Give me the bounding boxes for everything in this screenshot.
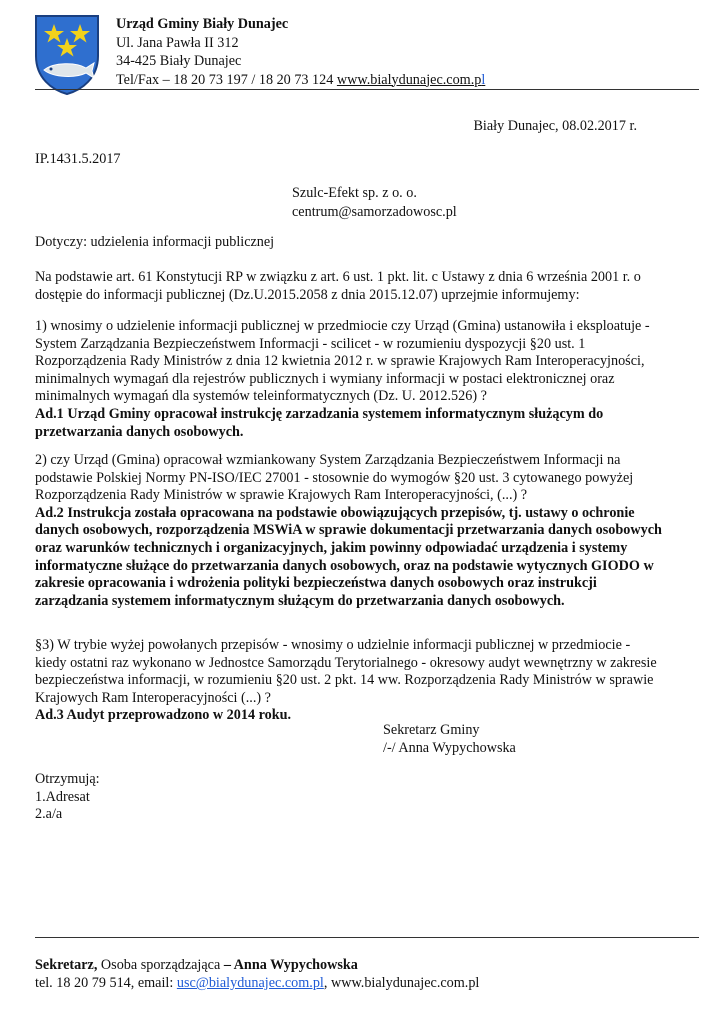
letter-date: Biały Dunajec, 08.02.2017 r.: [473, 118, 637, 134]
question-1: 1) wnosimy o udzielenie informacji publicznej w przedmiocie czy Urząd (Gmina) ustanowiła i eksploatuje - System Zarządzania Bezpieczeństwem Informacji - scilicet - w rozumieniu dyspozycji §20 ust. 1 Rozporządzenia Rady Ministrów z dnia 12 kwietnia 2012 r. w sprawie Krajowych Ram Interoperacyjności, minimalnych wymagań dla rejestrów publicznych i wymiany informacji w postaci elektronicznej oraz minimalnych wymagań dla systemów teleinformatycznych (Dz. U. 2012.526) ?: [35, 318, 650, 405]
recipients-label: Otrzymują:: [35, 771, 100, 787]
subject-line: Dotyczy: udzielenia informacji publicznej: [35, 234, 275, 250]
question-1-block: [35, 318, 665, 441]
website-link[interactable]: www.bialydunajec.com.pl: [336, 71, 486, 88]
footer-author: [35, 956, 479, 974]
recipient-address: [292, 184, 457, 222]
question-2-block: [35, 452, 665, 610]
office-street: Ul. Jana Pawła II 312: [116, 34, 239, 51]
signature-block: [383, 721, 516, 757]
recipients-list: [35, 771, 100, 824]
header-divider: [35, 89, 699, 90]
municipal-crest-logo: [34, 14, 100, 96]
recipient-email: centrum@samorzadowosc.pl: [292, 204, 457, 220]
footer-mid: Osoba sporządzająca: [97, 957, 224, 973]
question-2: 2) czy Urząd (Gmina) opracował wzmiankowany System Zarządzania Bezpieczeństwem Informacji na podstawie Polskiej Normy PN-ISO/IEC 27001 - stosownie do wymogów §20 ust. 3 cytowanego powyżej Rozporządzenia Rady Ministrów w sprawie Krajowych Ram Interoperacyjności, (...) ?: [35, 452, 634, 504]
question-3-block: [35, 637, 665, 725]
footer-role: Sekretarz,: [35, 957, 98, 973]
intro-paragraph: Na podstawie art. 61 Konstytucji RP w związku z art. 6 ust. 1 pkt. lit. c Ustawy z dnia 6 września 2001 r. o dostępie do informacji publicznej (Dz.U.2015.2058 z dnia 2015.12.07) uprzejmie informujemy:: [35, 269, 641, 303]
footer: [35, 956, 479, 992]
footer-divider: [35, 937, 699, 938]
footer-email-link[interactable]: usc@bialydunajec.com.pl: [176, 975, 324, 991]
phone-fax: Tel/Fax – 18 20 73 197 / 18 20 73 124: [116, 71, 337, 88]
footer-website: , www.bialydunajec.com.pl: [323, 975, 480, 991]
footer-contact: [35, 974, 479, 992]
office-contact: [116, 71, 485, 90]
office-city: 34-425 Biały Dunajec: [116, 53, 242, 69]
answer-1: Ad.1 Urząd Gminy opracował instrukcję zarzadzania systemem informatycznym służącym do przetwarzania danych osobowych.: [35, 405, 604, 440]
recipient-item: 1.Adresat: [35, 788, 90, 805]
answer-2: Ad.2 Instrukcja została opracowana na podstawie obowiązujących przepisów, tj. ustawy o ochronie danych osobowych, rozporządzenia MSWiA w sprawie dokumentacji przetwarzania danych osobowych oraz warunków technicznych i organizacyjnych, jakim powinny odpowiadać urządzenia i systemy informatyczne służące do przetwarzania danych osobowych, oraz na podstawie wytycznych GIODO w zakresie opracowania i wdrożenia polityki bezpieczeństwa danych osobowych oraz instrukcji zarządzania systemem informatycznym służącym do przetwarzania danych osobowych.: [35, 504, 662, 609]
answer-3: Ad.3 Audyt przeprowadzono w 2014 roku.: [35, 707, 292, 724]
footer-name: – Anna Wypychowska: [223, 957, 358, 973]
signature-name: /-/ Anna Wypychowska: [383, 740, 516, 756]
question-3: §3) W trybie wyżej powołanych przepisów - wnosimy o udzielnie informacji publicznej w przedmiocie - kiedy ostatni raz wykonano w Jednostce Samorządu Terytorialnego - okresowy audyt wewnętrzny w zakresie bezpieczeństwa informacji, w rozumieniu §20 ust. 2 pkt. 14 ww. Rozporządzenia Rady Ministrów w sprawie Krajowych Ram Interoperacyjności (...) ?: [35, 637, 657, 706]
letterhead: [116, 15, 485, 89]
recipient-name: Szulc-Efekt sp. z o. o.: [292, 185, 417, 201]
signature-title: Sekretarz Gminy: [383, 722, 480, 738]
footer-phone: tel. 18 20 79 514, email:: [35, 975, 177, 991]
office-name: Urząd Gminy Biały Dunajec: [116, 16, 289, 32]
recipient-item: 2.a/a: [35, 806, 63, 822]
reference-number: IP.1431.5.2017: [35, 151, 121, 167]
